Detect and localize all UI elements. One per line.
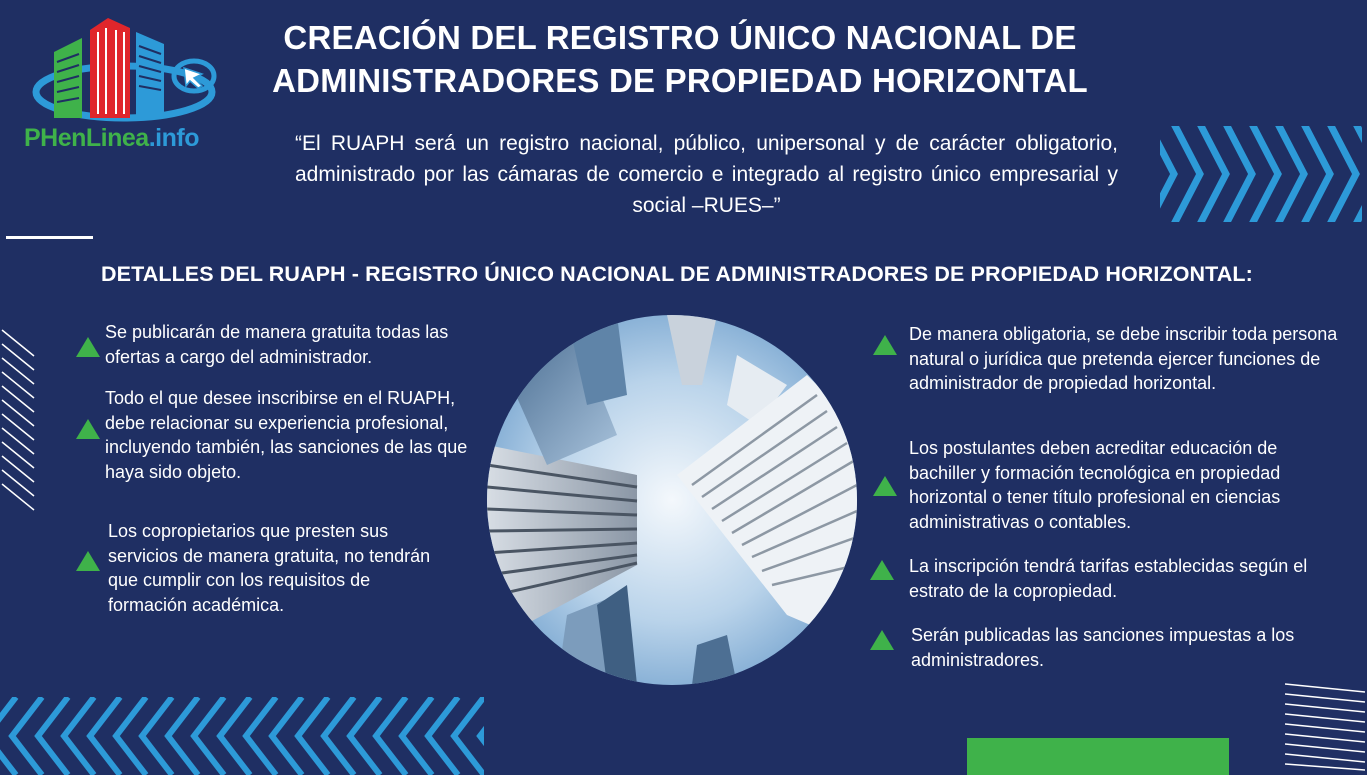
list-item: Se publicarán de manera gratuita todas las ofertas a cargo del administrador. (105, 322, 449, 367)
list-item: Los postulantes deben acreditar educación de bachiller y formación tecnológica en propiedad horizontal o tener título profesional en ciencias administrativas o contables. (909, 438, 1281, 532)
triangle-bullet-icon (76, 419, 100, 439)
logo-text-part1: PHenLinea (24, 124, 149, 152)
diagonal-lines-pattern (1285, 682, 1365, 772)
quote-text: “El RUAPH será un registro nacional, público, unipersonal y de carácter obligatorio, administrado por las cámaras de comercio e integrado al registro único empresarial y social –RUES–” (295, 132, 1118, 217)
list-item: Serán publicadas las sanciones impuestas a los administradores. (911, 625, 1295, 670)
list-item: Los copropietarios que presten sus servicios de manera gratuita, no tendrán que cumplir con los requisitos de formación académica. (108, 521, 431, 615)
triangle-bullet-icon (870, 630, 894, 650)
chevron-pattern (1160, 126, 1362, 222)
list-item: La inscripción tendrá tarifas establecidas según el estrato de la copropiedad. (909, 556, 1308, 601)
triangle-bullet-icon (76, 551, 100, 571)
section-subtitle: DETALLES DEL RUAPH - REGISTRO ÚNICO NACIONAL DE ADMINISTRADORES DE PROPIEDAD HORIZONTAL: (101, 262, 1253, 286)
logo-text (24, 124, 199, 153)
triangle-bullet-icon (76, 337, 100, 357)
divider-line (6, 236, 93, 239)
logo-text-part2: .info (148, 124, 199, 152)
list-item: De manera obligatoria, se debe inscribir toda persona natural o jurídica que pretenda ejercer funciones de administrador de propiedad horizontal. (909, 324, 1338, 393)
page-title (230, 16, 1130, 102)
triangle-bullet-icon (873, 476, 897, 496)
chevron-pattern (0, 697, 484, 775)
skyscrapers-photo (487, 315, 857, 685)
diagonal-lines-pattern (0, 328, 36, 518)
green-accent-bar (967, 738, 1229, 775)
title-line-1: CREACIÓN DEL REGISTRO ÚNICO NACIONAL DE (283, 19, 1077, 56)
triangle-bullet-icon (870, 560, 894, 580)
list-item: Todo el que desee inscribirse en el RUAPH, debe relacionar su experiencia profesional, incluyendo también, las sanciones de las que haya sido objeto. (105, 388, 468, 482)
title-line-2: ADMINISTRADORES DE PROPIEDAD HORIZONTAL (272, 62, 1088, 99)
triangle-bullet-icon (873, 335, 897, 355)
